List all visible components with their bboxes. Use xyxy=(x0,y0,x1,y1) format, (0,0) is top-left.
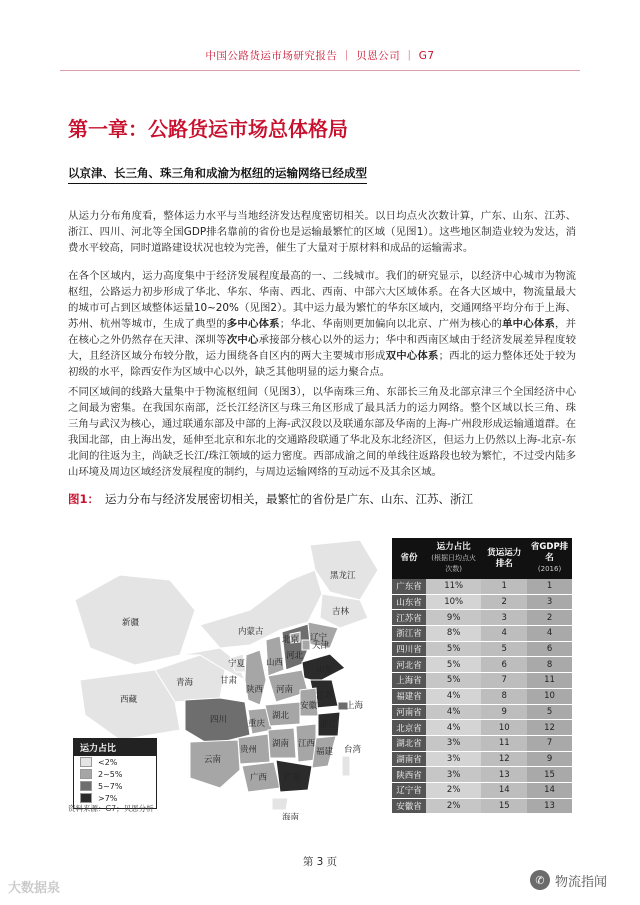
cell-province: 河南省 xyxy=(392,704,426,720)
map-label-yunnan: 云南 xyxy=(204,755,222,765)
map-label-neimenggu: 内蒙古 xyxy=(238,627,264,637)
cell-gdp-rank: 3 xyxy=(527,594,572,610)
p2-bold-term: 次中心 xyxy=(226,334,259,346)
map-label-sichuan: 四川 xyxy=(210,715,228,725)
table-row xyxy=(392,751,572,767)
p2-text: ；西北的运力整体还处于较为初级的水平，除西安作为区域中心以外，缺乏其他明显的运力聚合点。 xyxy=(68,350,577,378)
province-ranking-table xyxy=(392,538,572,814)
cell-province: 陕西省 xyxy=(392,767,426,783)
map-label-shanghai: 上海 xyxy=(346,701,364,711)
cell-share: 9% xyxy=(426,610,481,626)
cell-freight-rank: 9 xyxy=(481,704,527,720)
cell-freight-rank: 5 xyxy=(481,641,527,657)
map-label-liaoning: 辽宁 xyxy=(310,633,328,643)
table-row xyxy=(392,688,572,704)
map-label-tianjin: 天津 xyxy=(312,641,330,651)
table-row xyxy=(392,704,572,720)
cell-share: 3% xyxy=(426,751,481,767)
table-row xyxy=(392,782,572,798)
cell-province: 安徽省 xyxy=(392,798,426,814)
cell-gdp-rank: 2 xyxy=(527,610,572,626)
p2-text: ，并在核心之外仍然存在天津、深圳等 xyxy=(68,318,577,346)
header-province: 省份 xyxy=(392,538,426,579)
paragraph-1: 从运力分布角度看，整体运力水平与当地经济发达程度密切相关。以日均点火次数计算，广东、山东、江苏、浙江、四川、河北等全国GDP排名靠前的省份也是运输最繁忙的区域（见图1）。这些地区制造业较为发达，消费水平较高，同时道路建设状况也较为完善，催生了大量对于原材料和成品的运输需求。 xyxy=(68,210,576,254)
cell-share: 8% xyxy=(426,626,481,642)
legend-swatch xyxy=(80,793,92,803)
map-label-guangxi: 广西 xyxy=(250,773,268,783)
cell-share: 11% xyxy=(426,579,481,594)
header-gdp-rank: 省GDP排名 (2016) xyxy=(527,538,572,579)
cell-gdp-rank: 6 xyxy=(527,641,572,657)
map-label-jilin: 吉林 xyxy=(332,607,350,617)
region-hainan xyxy=(272,798,288,810)
cell-province: 辽宁省 xyxy=(392,782,426,798)
header-rule xyxy=(60,70,580,71)
p2-bold-term: 双中心体系 xyxy=(385,350,439,362)
map-label-xinjiang: 新疆 xyxy=(122,618,140,628)
map-label-shandong: 山东 xyxy=(316,665,334,675)
legend-swatch xyxy=(80,757,92,767)
figure-label: 图1： xyxy=(68,492,100,506)
paragraph-3: 不同区域间的线路大量集中于物流枢纽间（见图3），以华南珠三角、东部长三角及北部京津三个全国经济中心之间最为密集。在我国东南部，泛长江经济区与珠三角区形成了最具活力的运力网络。整个区域以长三角、珠三角与武汉为核心，通过联通东部及中部的上海-武汉段以及联通东部及华南的上海-广州段形成运输通道群。在我国北部，由上海出发，延伸至北京和东北的交通路段联通了华北及东北经济区，但运力上仍然以上海-北京-东北间的往返为主，尚缺乏长江/珠江领域的运力密度。西部成渝之间的单线往返路段也较为繁忙，不过受内陆多山环境及周边区域经济发展程度的制约，与周边运输网络的互动远不及其余区域。 xyxy=(68,386,576,478)
watermark-left: 大数据泉 xyxy=(8,881,61,896)
table-row xyxy=(392,673,572,689)
table-row xyxy=(392,720,572,736)
map-label-shaanxi: 陕西 xyxy=(246,685,264,695)
map-label-gansu: 甘肃 xyxy=(220,676,238,686)
cell-province: 浙江省 xyxy=(392,626,426,642)
map-label-hainan: 海南 xyxy=(282,813,300,820)
map-label-hebei: 河北 xyxy=(286,651,304,661)
map-label-chongqing: 重庆 xyxy=(248,719,266,729)
cell-province: 河北省 xyxy=(392,657,426,673)
table-row xyxy=(392,798,572,814)
cell-gdp-rank: 11 xyxy=(527,673,572,689)
cell-gdp-rank: 9 xyxy=(527,751,572,767)
cell-gdp-rank: 4 xyxy=(527,626,572,642)
figure-caption xyxy=(68,491,473,507)
cell-share: 2% xyxy=(426,798,481,814)
report-header: 中国公路货运市场研究报告 ｜ 贝恩公司 ｜ G7 xyxy=(205,50,435,62)
table-row xyxy=(392,594,572,610)
legend-label: 5~7% xyxy=(98,781,123,791)
cell-freight-rank: 8 xyxy=(481,688,527,704)
cell-gdp-rank: 13 xyxy=(527,798,572,814)
legend-item xyxy=(74,756,156,768)
table-row xyxy=(392,657,572,673)
table-header-row xyxy=(392,538,572,579)
cell-province: 湖南省 xyxy=(392,751,426,767)
map-label-xizang: 西藏 xyxy=(120,695,138,705)
legend-label: <2% xyxy=(98,757,118,767)
cell-share: 2% xyxy=(426,782,481,798)
cell-freight-rank: 3 xyxy=(481,610,527,626)
cell-gdp-rank: 1 xyxy=(527,579,572,594)
chapter-title: 第一章：公路货运市场总体格局 xyxy=(68,117,348,141)
cell-freight-rank: 11 xyxy=(481,735,527,751)
map-label-taiwan: 台湾 xyxy=(344,745,362,755)
header-freight-rank: 货运运力排名 xyxy=(481,538,527,579)
cell-gdp-rank: 8 xyxy=(527,657,572,673)
cell-province: 江苏省 xyxy=(392,610,426,626)
p2-bold-term: 多中心体系 xyxy=(226,318,280,330)
map-legend xyxy=(73,738,157,809)
table-row xyxy=(392,641,572,657)
map-label-hubei: 湖北 xyxy=(272,711,290,721)
region-tianjin xyxy=(302,640,310,650)
table-row xyxy=(392,610,572,626)
legend-item xyxy=(74,780,156,792)
cell-freight-rank: 4 xyxy=(481,626,527,642)
cell-freight-rank: 15 xyxy=(481,798,527,814)
map-label-ningxia: 宁夏 xyxy=(228,659,246,669)
table-body xyxy=(392,579,572,814)
watermark-right xyxy=(530,870,607,890)
legend-swatch xyxy=(80,781,92,791)
cell-share: 5% xyxy=(426,657,481,673)
cell-share: 5% xyxy=(426,641,481,657)
table-row xyxy=(392,579,572,594)
cell-share: 4% xyxy=(426,704,481,720)
map-label-jiangsu: 江苏 xyxy=(316,691,334,701)
watermark-right-text: 物流指闻 xyxy=(555,874,608,890)
cell-gdp-rank: 10 xyxy=(527,688,572,704)
map-label-beijing: 北京 xyxy=(282,635,300,645)
map-label-qinghai: 青海 xyxy=(176,678,194,688)
cell-gdp-rank: 5 xyxy=(527,704,572,720)
cell-freight-rank: 6 xyxy=(481,657,527,673)
legend-label: 2~5% xyxy=(98,769,123,779)
map-label-henan: 河南 xyxy=(276,685,294,695)
map-label-jiangxi: 江西 xyxy=(298,739,316,749)
p2-text: 承接部分核心以外的运力；华中和西南区域由于经济发展差异程度较大，且经济区域分布较分散，运力围绕各自区内的两大主要城市形成 xyxy=(68,334,577,362)
table-row xyxy=(392,626,572,642)
header-share-note: (根据日均点火次数) xyxy=(431,554,477,573)
cell-gdp-rank: 15 xyxy=(527,767,572,783)
cell-freight-rank: 12 xyxy=(481,751,527,767)
legend-label: >7% xyxy=(98,793,118,803)
cell-share: 4% xyxy=(426,688,481,704)
cell-share: 5% xyxy=(426,673,481,689)
map-label-shanxi: 山西 xyxy=(266,658,284,668)
region-shaanxi xyxy=(245,650,266,705)
map-label-hunan: 湖南 xyxy=(272,739,290,749)
header-gdp-note: (2016) xyxy=(537,565,562,573)
cell-province: 山东省 xyxy=(392,594,426,610)
table-row xyxy=(392,735,572,751)
legend-title: 运力占比 xyxy=(74,739,156,756)
cell-share: 10% xyxy=(426,594,481,610)
cell-freight-rank: 14 xyxy=(481,782,527,798)
map-label-zhejiang: 浙江 xyxy=(320,720,338,730)
cell-share: 4% xyxy=(426,720,481,736)
map-label-guizhou: 贵州 xyxy=(240,745,258,755)
figure-caption-text: 运力分布与经济发展密切相关，最繁忙的省份是广东、山东、江苏、浙江 xyxy=(105,492,474,506)
map-label-guangdong: 广东 xyxy=(284,773,302,783)
p2-text: ；华北、华南则更加偏向以北京、广州为核心的 xyxy=(279,318,503,330)
page-number: 第 3 页 xyxy=(302,856,338,868)
region-taiwan xyxy=(342,756,350,776)
cell-province: 北京省 xyxy=(392,720,426,736)
map-label-anhui: 安徽 xyxy=(300,701,318,711)
map-label-fujian: 福建 xyxy=(316,747,334,757)
cell-share: 3% xyxy=(426,767,481,783)
section-heading: 以京津、长三角、珠三角和成渝为枢纽的运输网络已经成型 xyxy=(68,165,367,184)
source-note: 资料来源：G7；贝恩分析 xyxy=(68,804,154,813)
table-row xyxy=(392,767,572,783)
cell-freight-rank: 13 xyxy=(481,767,527,783)
cell-gdp-rank: 7 xyxy=(527,735,572,751)
cell-gdp-rank: 14 xyxy=(527,782,572,798)
cell-freight-rank: 1 xyxy=(481,579,527,594)
cell-province: 上海省 xyxy=(392,673,426,689)
cell-share: 3% xyxy=(426,735,481,751)
cell-province: 广东省 xyxy=(392,579,426,594)
cell-freight-rank: 7 xyxy=(481,673,527,689)
legend-swatch xyxy=(80,769,92,779)
legend-item xyxy=(74,768,156,780)
cell-province: 湖北省 xyxy=(392,735,426,751)
p2-text: 在各个区域内，运力高度集中于经济发展程度最高的一、二线城市。我们的研究显示，以经济中心城市为物流枢纽，公路运力初步形成了华北、华东、华南、西北、西南、中部六大区域体系。在各大区域中，物流量最大的城市可占到区域整体运量10~20%（见图2）。其中运力最为繁忙的华东区域内，交通网络平均分布于上海、苏州、杭州等城市，生成了典型的 xyxy=(68,270,576,330)
cell-province: 福建省 xyxy=(392,688,426,704)
cell-freight-rank: 10 xyxy=(481,720,527,736)
p2-bold-term: 单中心体系 xyxy=(502,318,556,330)
cell-gdp-rank: 12 xyxy=(527,720,572,736)
cell-province: 四川省 xyxy=(392,641,426,657)
header-share: 运力占比 (根据日均点火次数) xyxy=(426,538,481,579)
wechat-icon: ✆ xyxy=(530,870,550,890)
paragraph-2 xyxy=(68,268,576,380)
cell-freight-rank: 2 xyxy=(481,594,527,610)
map-label-heilongjiang: 黑龙江 xyxy=(330,571,356,581)
